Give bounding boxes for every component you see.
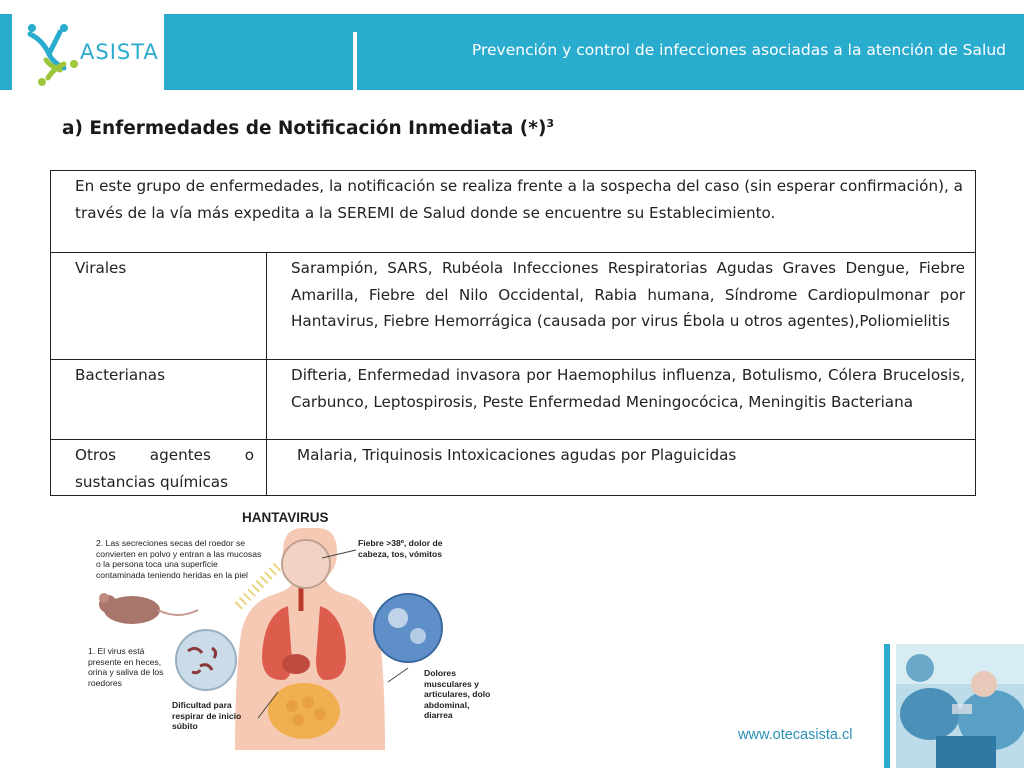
logo-brand-text: ASISTA <box>80 40 159 64</box>
section-heading <box>62 117 554 139</box>
note-line: convierten en polvo y entran a las mucosas <box>96 548 262 559</box>
note-line: Dolores <box>424 668 456 678</box>
mouse-icon <box>99 593 198 624</box>
note-line: respirar de inicio <box>172 710 242 721</box>
note-line: o la persona toca una superficie <box>96 559 218 570</box>
intestines-shape <box>268 683 340 739</box>
note-line: contaminada teniendo heridas en la piel <box>96 569 248 580</box>
lung-closeup-circle <box>374 594 442 662</box>
category-cell-bacterianas: Bacterianas <box>51 360 267 440</box>
notification-table <box>50 170 976 496</box>
note-line: Fiebre >38º, dolor de <box>358 538 443 548</box>
category-cell-otros: Otros agentes o sustancias químicas <box>51 440 267 496</box>
diseases-cell-virales: Sarampión, SARS, Rubéola Infecciones Respiratorias Agudas Graves Dengue, Fiebre Amarilla, Fiebre del Nilo Occidental, Rabia humana, Síndrome Cardiopulmonar por Hantavirus, Fiebre Hemorrágica (causada por virus Ébola u otros agentes),Poliomielitis <box>267 253 976 360</box>
footer-photo-image <box>896 644 1024 768</box>
footer-website-link[interactable]: www.otecasista.cl <box>738 727 853 743</box>
note-line: abdominal, <box>424 699 470 710</box>
note-breath <box>172 700 241 732</box>
asista-logo-icon <box>24 18 84 88</box>
table-row <box>51 253 976 360</box>
category-cell-virales: Virales <box>51 253 267 360</box>
note-line: orina y saliva de los <box>88 667 164 678</box>
note-line: Dificultad para <box>172 700 232 710</box>
note-line: 1. El virus está <box>88 646 145 656</box>
diseases-cell-bacterianas: Difteria, Enfermedad invasora por Haemophilus influenza, Botulismo, Cólera Brucelosis, Carbunco, Leptospirosis, Peste Enfermedad Meningocócica, Meningitis Bacteriana <box>267 360 976 440</box>
note-secretions <box>96 538 261 580</box>
table-row <box>51 440 976 496</box>
note-line: presente en heces, <box>88 656 162 667</box>
note-fever <box>358 538 443 559</box>
logo <box>14 14 164 90</box>
table-intro-cell: En este grupo de enfermedades, la notificación se realiza frente a la sospecha del caso (sin esperar confirmación), a través de la vía más expedita a la SEREMI de Salud donde se encuentre su Establecimiento. <box>51 171 976 253</box>
diseases-cell-otros: Malaria, Triquinosis Intoxicaciones agudas por Plaguicidas <box>267 440 976 496</box>
left-accent-stripe <box>0 14 12 90</box>
header-divider <box>353 32 357 90</box>
note-line: 2. Las secreciones secas del roedor se <box>96 538 246 548</box>
stomach-shape <box>282 654 310 674</box>
note-line: articulares, dolo <box>424 689 491 700</box>
hantavirus-infographic <box>88 506 508 750</box>
note-line: cabeza, tos, vómitos <box>358 548 443 559</box>
note-virus <box>88 646 163 688</box>
organ-closeup-circle <box>282 540 330 588</box>
note-line: musculares y <box>424 678 479 689</box>
infographic-title: HANTAVIRUS <box>242 510 329 525</box>
table-intro-row <box>51 171 976 253</box>
section-heading-superscript: 3 <box>546 117 555 130</box>
header-title: Prevención y control de infecciones asociadas a la atención de Salud <box>471 41 1006 59</box>
footer-accent-stripe <box>884 644 890 768</box>
table-row <box>51 360 976 440</box>
note-line: diarrea <box>424 710 453 721</box>
note-line: roedores <box>88 677 122 688</box>
surgery-photo-illustration <box>896 644 1024 768</box>
note-pain <box>424 668 490 721</box>
virus-closeup-circle <box>176 630 236 690</box>
section-heading-text: a) Enfermedades de Notificación Inmediata (*) <box>62 118 547 140</box>
note-line: súbito <box>172 721 198 732</box>
